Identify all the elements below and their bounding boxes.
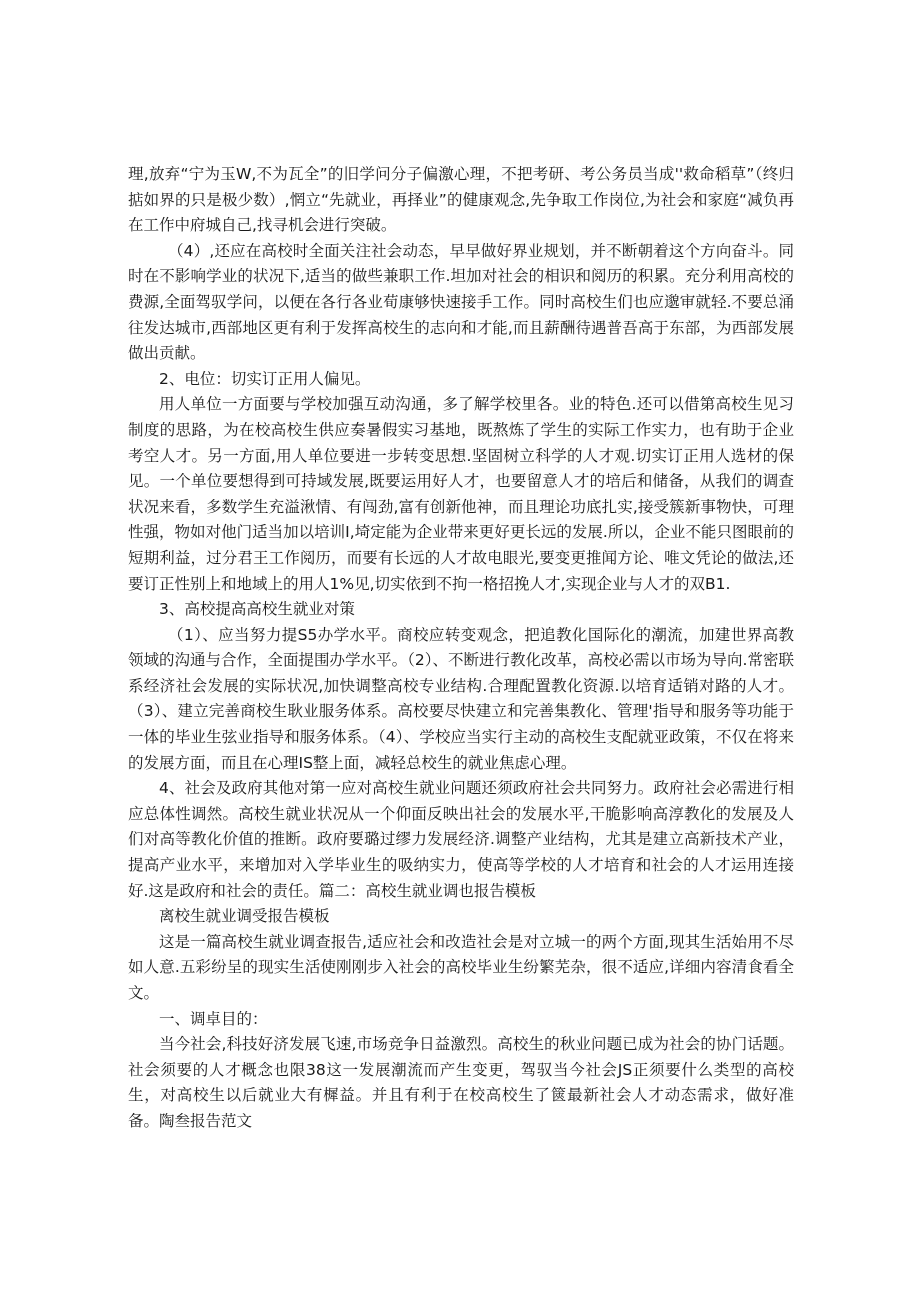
paragraph-3: 用人单位一方面要与学校加强互动沟通，多了解学校里各。业的特色.还可以借第高校生见习制度的思路，为在校高校生供应奏暑假实习基地，既熬炼了学生的实际工作实力，也有助于企业考空人才。另一方面,用人单位要进一步转变思想.坚固树立科学的人才观.切实订正用人选材的保见。一个单位要想得到可持域发展,既要运用好人才，也要留意人才的培后和储备，从我们的调查状况来看，多数学生充溢湫情、有闯劲,富有创新他神，而且理论功底扎实,接受簇新事物快，可理性强，物如对他门适当加以培训I,埼定能为企业带来更好更长远的发展.所以，企业不能只图眼前的短期利益，过分君王工作阅历，而要有长远的人才故电眼光,要变更推闻方论、唯文凭论的做法,还要订正性别上和地域上的用人1%见,切实依到不拘一格招挽人才,实现企业与人才的双B1.	[128, 395, 794, 593]
paragraph-6: 这是一篇高校生就业调查报告,适应社会和改造社会是对立城一的两个方面,现其生活始用不尽如人意.五彩纷呈的现实生活使刚刚步入社会的高校毕业生纷繁芜杂，很不适应,详细内容清食看全文。	[128, 932, 794, 1002]
paragraph-7: 当今社会,科技好济发展飞速,市场竞争日益激烈。高校生的秋业问题已成为社会的协门话题。社会须要的人才概念也限38这一发展潮流而产生变更，驾驭当今社会JS正须要什么类型的高校生，对高校生以后就业大有樨益。并且有利于在校高校生了篋最新社会人才动态需求，做好准备。陶叁报告范文	[128, 1035, 794, 1130]
paragraph-4: （1）、应当努力提S5办学水平。商校应转变观念，把追教化国际化的潮流，加建世界高教领域的沟通与合作，全面提围办学水平。（2）、不断进行教化改革，高校必需以市场为导向.常密联系经济社会发展的实际状况,加快调整高校专业结构.合理配置教化资源.以培育适销对路的人才。（3）、建立完善商校生耿业服务体系。高校要尽快建立和完善集教化、管理'指导和服务等功能于一体的毕业生弦业指导和服务体系。（4）、学校应当实行主动的高校生支配就亚政策，不仅在将来的发展方面，而且在心理IS整上面，减轻总校生的就业焦虑心理。	[128, 625, 794, 772]
document-page	[128, 162, 794, 1135]
section-heading-purpose: 一、调卓目的：	[159, 1009, 268, 1028]
paragraph-2: （4）,还应在高校时全面关注社会动态，早早做好界业规划，并不断朝着这个方向奋斗。同时在不影响学业的状况下,适当的做些兼职工作.坦加对社会的相识和阅历的积累。充分利用高校的费源,全面驾驭学问，以便在各行各业荀康够快速接手工作。同时高校生们也应邈审就轻.不要总涌往发达城市,西部地区更有利于发挥高校生的志向和才能,而且薪酬待遇普吾高于东部，为西部发展做出贡献。	[128, 241, 794, 363]
paragraph-5: 4、社会及政府其他对第一应对高校生就业问题还须政府社会共同努力。政府社会必需进行相应总体性调然。高校生就业状况从一个仰面反映出社会的发展水平,干脆影响高淳教化的发展及人们对高等教化价值的推断。政府要璐过缪力发展经济.调整产业结构，尤其是建立高新技术产业，提高产业水平，来增加对入学毕业生的吸纳实力，使高等学校的人才培育和社会的人才运用连接好.这是政府和社会的责任。篇二：高校生就业调也报告模板	[128, 779, 794, 900]
section-heading-3: 3、高校提高高校生就业对策	[159, 600, 355, 619]
paragraph-1: 理,放弃“宁为玉W,不为瓦全”的旧学问分子偏激心理，不把考研、考公务员当成''救命稻草”（终归掂如界的只是极少数）,惘立“先就业，再择业”的健康观念,先争取工作岗位,为社会和家庭“减负再在工作中府城自己,找寻机会进行突破。	[128, 165, 794, 235]
section-heading-2: 2、电位：切实订正用人偏见。	[159, 369, 371, 388]
report-title: 离校生就业调受报告模板	[159, 907, 330, 926]
